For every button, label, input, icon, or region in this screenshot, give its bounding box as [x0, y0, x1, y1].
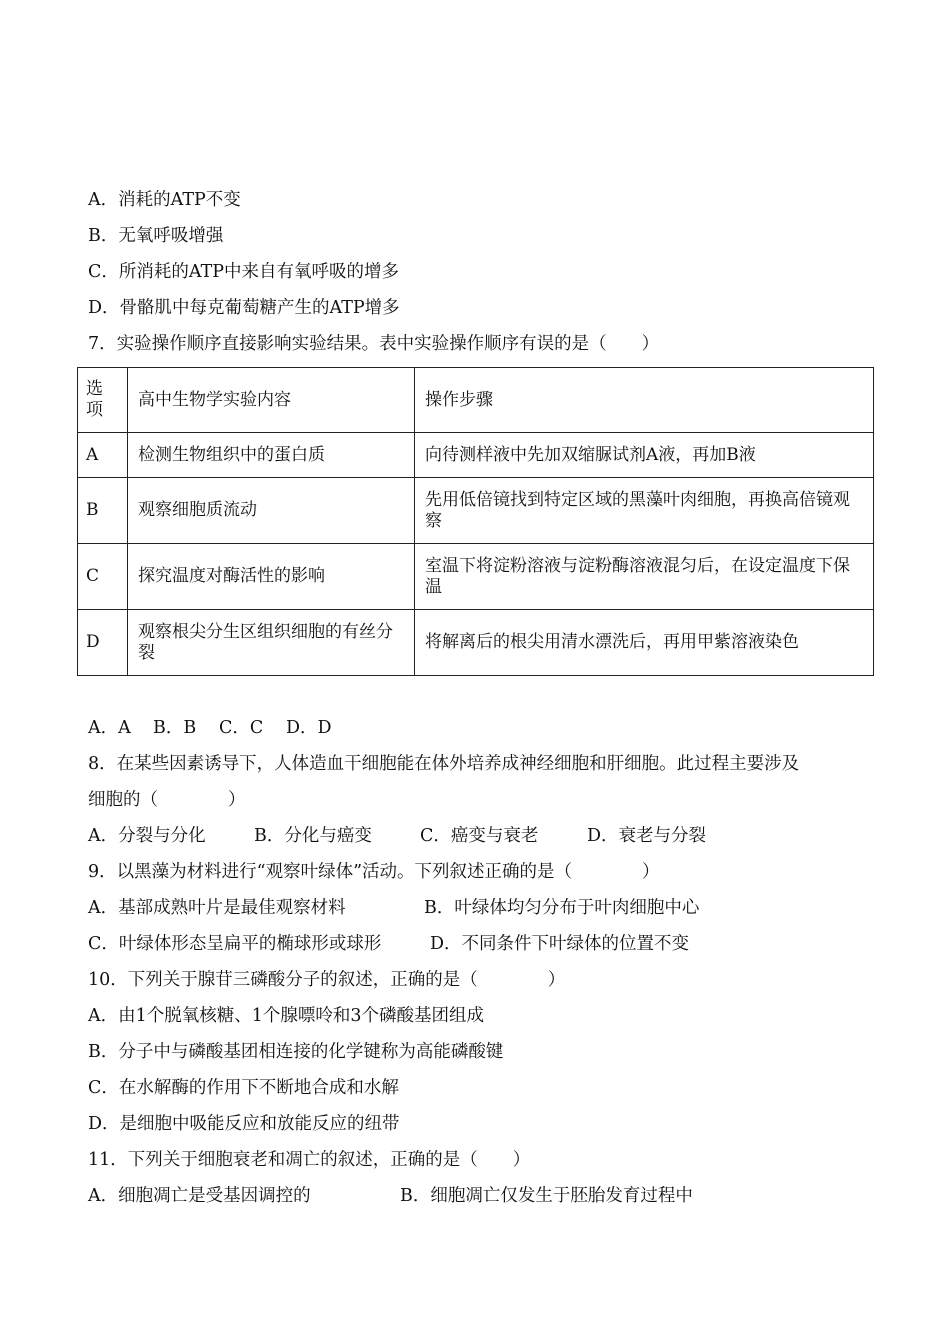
q7-stem: 7．实验操作顺序直接影响实验结果。表中实验操作顺序有误的是（ ）: [88, 334, 660, 354]
row-steps: 向待测样液中先加双缩脲试剂A液，再加B液: [415, 433, 874, 478]
header-option: 选项: [78, 368, 128, 433]
q6-option-b: B．无氧呼吸增强: [88, 226, 224, 246]
q8-options: [88, 824, 706, 848]
q8-stem-line2: 细胞的（ ）: [88, 790, 246, 810]
q10-option-c: C．在水解酶的作用下不断地合成和水解: [88, 1078, 399, 1098]
q7-option-d: D．D: [286, 718, 332, 738]
row-steps: 将解离后的根尖用清水漂洗后，再用甲紫溶液染色: [415, 610, 874, 676]
row-content: 观察根尖分生区组织细胞的有丝分裂: [128, 610, 415, 676]
q8-stem-line1: 8．在某些因素诱导下，人体造血干细胞能在体外培养成神经细胞和肝细胞。此过程主要涉及: [88, 754, 800, 774]
header-steps: 操作步骤: [415, 368, 874, 433]
q8-option-d: D．衰老与分裂: [587, 826, 707, 846]
q11-option-b: B．细胞凋亡仅发生于胚胎发育过程中: [400, 1186, 693, 1206]
row-option: D: [78, 610, 128, 676]
table-row: [78, 544, 874, 610]
table-header-row: [78, 368, 874, 433]
q9-option-a: A．基部成熟叶片是最佳观察材料: [88, 898, 346, 918]
q10-option-b: B．分子中与磷酸基团相连接的化学键称为高能磷酸键: [88, 1042, 504, 1062]
row-content: 探究温度对酶活性的影响: [128, 544, 415, 610]
q10-option-a: A．由1个脱氧核糖、1个腺嘌呤和3个磷酸基团组成: [88, 1006, 485, 1026]
q8-option-a: A．分裂与分化: [88, 826, 206, 846]
row-steps: 室温下将淀粉溶液与淀粉酶溶液混匀后，在设定温度下保温: [415, 544, 874, 610]
q9-options-row1: [88, 896, 699, 920]
q6-option-a: A．消耗的ATP不变: [88, 190, 241, 210]
q6-option-d: D．骨骼肌中每克葡萄糖产生的ATP增多: [88, 298, 400, 318]
q6-option-c: C．所消耗的ATP中来自有氧呼吸的增多: [88, 262, 400, 282]
row-option: B: [78, 478, 128, 544]
q11-option-a: A．细胞凋亡是受基因调控的: [88, 1186, 311, 1206]
q9-stem: 9．以黑藻为材料进行“观察叶绿体”活动。下列叙述正确的是（ ）: [88, 862, 660, 882]
table-row: [78, 610, 874, 676]
row-content: 观察细胞质流动: [128, 478, 415, 544]
q10-stem: 10．下列关于腺苷三磷酸分子的叙述，正确的是（ ）: [88, 970, 566, 990]
q11-options: [88, 1184, 693, 1208]
q7-option-c: C．C: [219, 718, 264, 738]
table-row: [78, 433, 874, 478]
q7-options: [88, 716, 332, 740]
row-option: A: [78, 433, 128, 478]
q11-stem: 11．下列关于细胞衰老和凋亡的叙述，正确的是（ ）: [88, 1150, 531, 1170]
q7-option-a: A．A: [88, 718, 131, 738]
q7-table: [77, 367, 874, 676]
q9-option-c: C．叶绿体形态呈扁平的椭球形或球形: [88, 934, 382, 954]
q7-option-b: B．B: [153, 718, 197, 738]
q9-option-b: B．叶绿体均匀分布于叶肉细胞中心: [424, 898, 700, 918]
row-content: 检测生物组织中的蛋白质: [128, 433, 415, 478]
row-option: C: [78, 544, 128, 610]
table-row: [78, 478, 874, 544]
row-steps: 先用低倍镜找到特定区域的黑藻叶肉细胞，再换高倍镜观察: [415, 478, 874, 544]
header-content: 高中生物学实验内容: [128, 368, 415, 433]
q8-option-c: C．癌变与衰老: [420, 826, 539, 846]
q8-option-b: B．分化与癌变: [254, 826, 372, 846]
q9-option-d: D．不同条件下叶绿体的位置不变: [430, 934, 690, 954]
q9-options-row2: [88, 932, 689, 956]
q10-option-d: D．是细胞中吸能反应和放能反应的纽带: [88, 1114, 400, 1134]
